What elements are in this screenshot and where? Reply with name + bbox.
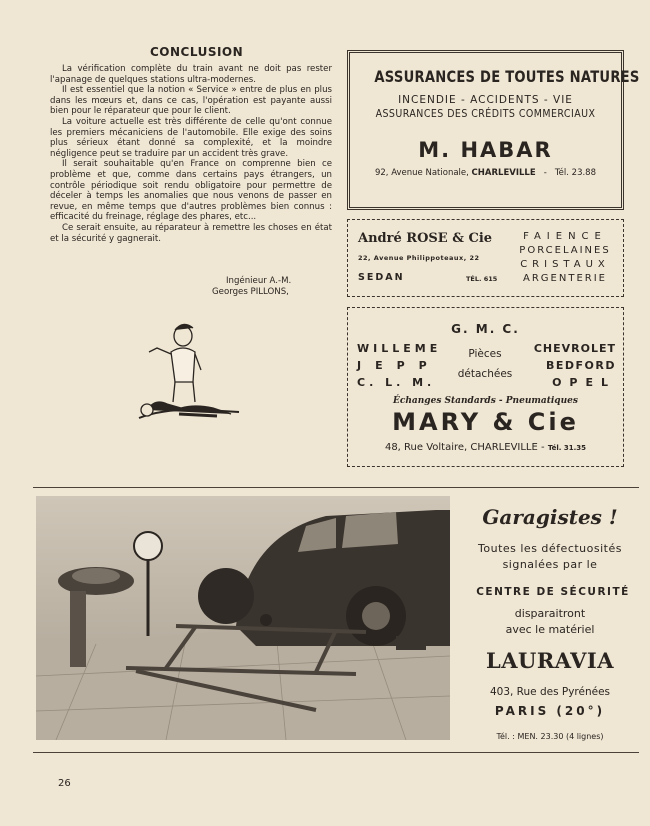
- garage-photo: [36, 496, 450, 740]
- habar-headline: ASSURANCES DE TOUTES NATURES: [374, 67, 640, 86]
- conclusion-paragraph: Ce serait ensuite, au réparateur à remettre les choses en état et la sécurité y gagnerait.: [50, 222, 332, 244]
- lauravia-brand: LAURAVIA: [485, 648, 614, 673]
- conclusion-paragraph: Il serait souhaitable qu'en France on comprenne bien ce problème et que, comme dans certains pays étrangers, un contrôle périodique soit rendu obligatoire pour permettre de déceler à temps les anomalies que nous venons de passer en revue, en même temps que d'autres problèmes bien connus : efficacité du freinage, réglage des phares, etc...: [50, 159, 332, 223]
- centre-de-securite: CENTRE DE SÉCURITÉ: [476, 586, 630, 598]
- rose-tel: TÉL. 615: [466, 275, 498, 283]
- ad-mary: [347, 307, 624, 467]
- mary-echanges: Échanges Standards - Pneumatiques: [393, 396, 578, 406]
- rose-product: PORCELAINES: [519, 245, 611, 256]
- rose-city: SEDAN: [358, 272, 405, 283]
- garagistes-headline: Garagistes !: [482, 505, 618, 529]
- mary-brand: CHEVROLET: [533, 342, 616, 355]
- mary-middle-line: Pièces: [468, 348, 502, 360]
- mary-brand: WILLEME: [357, 342, 442, 355]
- divider: [33, 487, 639, 488]
- signature-title: Ingénieur A.-M.: [226, 276, 292, 286]
- habar-separator: -: [543, 168, 547, 178]
- lauravia-tel: Tél. : MEN. 23.30 (4 lignes): [496, 732, 604, 741]
- mary-contact: [348, 442, 623, 453]
- mary-brand: JEPP: [357, 359, 441, 372]
- ad-habar: [347, 50, 640, 210]
- habar-contact: [350, 168, 621, 178]
- habar-tel: Tél. 23.88: [554, 168, 596, 178]
- mary-middle-line: détachées: [457, 368, 513, 380]
- habar-address: 92, Avenue Nationale,: [374, 168, 469, 178]
- ad-rose: [347, 219, 624, 297]
- conclusion-paragraph: La voiture actuelle est très différente de celle qu'ont connue les premiers mécaniciens de l'automobile. Elle exige des soins plus sérieux étant donné sa complexité, et la moindre négligence peut se traduire par un accident très grave.: [50, 116, 332, 159]
- signature: [212, 276, 332, 298]
- signature-name: Georges PILLONS,: [212, 287, 289, 297]
- page-number: 26: [58, 778, 71, 789]
- habar-name: M. HABAR: [418, 138, 553, 162]
- conclusion-body: [50, 64, 332, 244]
- lauravia-text-line: Toutes les défectuosités: [478, 542, 622, 555]
- mary-header: G. M. C.: [451, 322, 520, 336]
- lauravia-disp-line: avec le matériel: [505, 623, 595, 636]
- conclusion-paragraph: La vérification complète du train avant ne doit pas rester l'apanage de quelques stations ultra-modernes.: [50, 64, 332, 85]
- mary-address: 48, Rue Voltaire, CHARLEVILLE -: [384, 442, 545, 453]
- rose-product: FAIENCE: [523, 231, 607, 242]
- mary-brand: BEDFORD: [546, 359, 616, 372]
- mary-tel: Tél. 31.35: [547, 444, 587, 452]
- lauravia-text-line: signalées par le: [502, 558, 598, 571]
- divider: [33, 752, 639, 753]
- conclusion-paragraph: Il est essentiel que la notion « Service » entre de plus en plus dans les mœurs et, dans ce cas, l'opération est payante aussi bien pour le réparateur que pour le client.: [50, 85, 332, 117]
- rose-product: CRISTAUX: [520, 259, 610, 270]
- lauravia-city: PARIS (20°): [494, 704, 606, 718]
- mary-left-brands: [357, 340, 441, 391]
- lauravia-text: [460, 541, 640, 573]
- mary-right-brands: [524, 340, 616, 391]
- conclusion-title: CONCLUSION: [150, 45, 244, 59]
- mary-name: MARY & Cie: [392, 408, 579, 436]
- habar-city: CHARLEVILLE: [471, 168, 536, 178]
- habar-line2: ASSURANCES DES CRÉDITS COMMERCIAUX: [375, 108, 596, 120]
- rose-products: [510, 230, 620, 286]
- lauravia-disp: [460, 606, 640, 638]
- lauravia-disp-line: disparaitront: [514, 607, 586, 620]
- mary-middle: [444, 344, 526, 384]
- rose-name: André ROSE & Cie: [358, 231, 493, 246]
- habar-line1: INCENDIE - ACCIDENTS - VIE: [398, 94, 573, 106]
- rose-product: ARGENTERIE: [523, 273, 607, 284]
- lauravia-address: 403, Rue des Pyrénées: [489, 686, 611, 698]
- mechanic-illustration: [135, 318, 255, 428]
- mary-brand: C. L. M.: [357, 376, 436, 389]
- rose-address: 22, Avenue Philippoteaux, 22: [358, 254, 480, 262]
- mary-brand: OPEL: [552, 376, 616, 389]
